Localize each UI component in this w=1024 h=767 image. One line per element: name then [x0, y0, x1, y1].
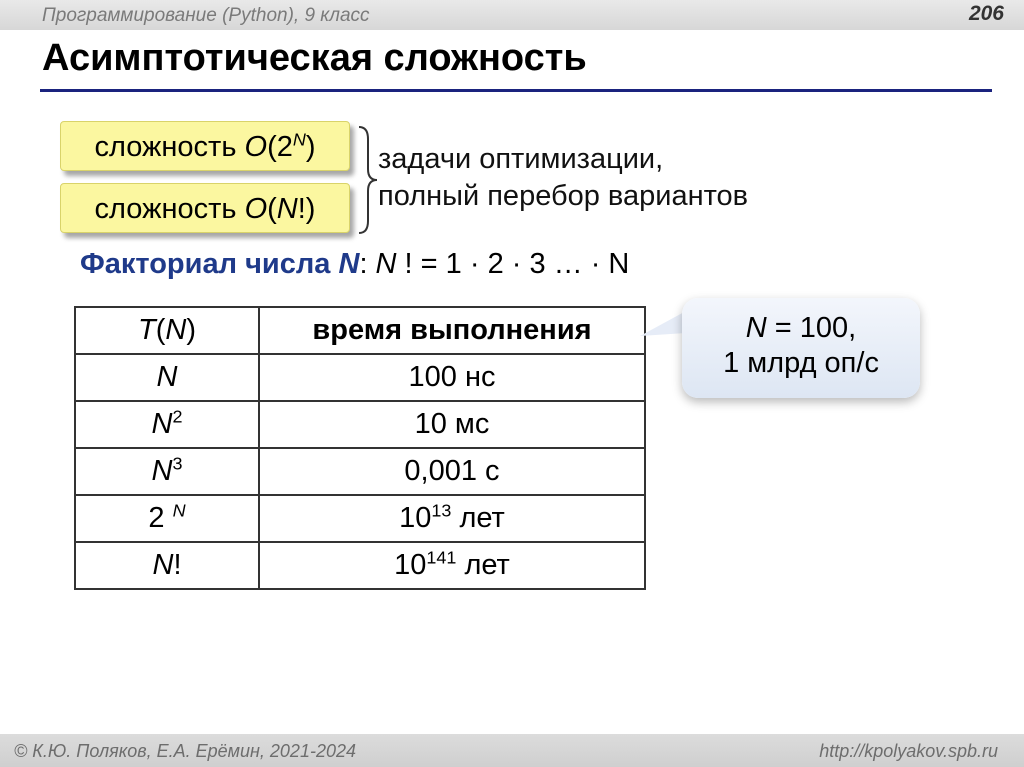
title-underline: [40, 89, 992, 92]
cell-time: 100 нс: [259, 354, 645, 401]
factorial-label-text: Факториал числа: [80, 248, 339, 280]
complexity-box-exponential: [60, 121, 350, 171]
copyright-text: © К.Ю. Поляков, Е.А. Ерёмин, 2021-2024: [14, 741, 356, 761]
big-o: O: [244, 131, 268, 163]
table-header-row: [75, 307, 645, 354]
cell-time: $10^{141}$ лет: [259, 542, 645, 589]
header-bar: [0, 0, 1024, 30]
cell-function: N: [75, 354, 259, 401]
box-prefix: сложность: [94, 193, 245, 225]
factorial-close: !): [297, 193, 316, 225]
slide-title: Асимптотическая сложность: [42, 37, 587, 79]
callout-pointer-icon: [640, 303, 688, 343]
header-time: время выполнения: [259, 307, 645, 354]
variable-n: N: [276, 193, 298, 225]
cell-function: $N^2$: [75, 401, 259, 448]
base: 2: [276, 131, 293, 163]
callout-note: [682, 298, 920, 398]
big-o: O: [244, 193, 268, 225]
cell-function: $N^3$: [75, 448, 259, 495]
factorial-colon: :: [359, 248, 368, 280]
cell-time: 10 мс: [259, 401, 645, 448]
table-row: [75, 448, 645, 495]
complexity-box-factorial: [60, 183, 350, 233]
table-row: [75, 354, 645, 401]
cell-time: $10^{13}$ лет: [259, 495, 645, 542]
callout-line-1: N = 100,: [745, 312, 857, 344]
paren-open: (: [267, 131, 277, 163]
table-row: [75, 401, 645, 448]
factorial-var: N: [338, 248, 360, 280]
site-url: http://kpolyakov.spb.ru: [819, 741, 998, 761]
complexity-table: [74, 306, 646, 590]
note-line-2: полный перебор вариантов: [378, 180, 749, 212]
callout-line-2: 1 млрд оп/с: [723, 347, 879, 379]
course-label: Программирование (Python), 9 класс: [42, 5, 370, 26]
paren-open: (: [267, 193, 277, 225]
factorial-definition: [80, 248, 629, 281]
footer-bar: [0, 734, 1024, 767]
note-text: [378, 141, 748, 215]
box-prefix: сложность: [94, 131, 245, 163]
page-number: 206: [968, 2, 1004, 25]
factorial-formula: ! = 1 · 2 · 3 … · N: [396, 248, 630, 280]
cell-function: N!: [75, 542, 259, 589]
formula-var: N: [367, 248, 397, 280]
cell-function: 2 $^N$: [75, 495, 259, 542]
header-complexity: T(N): [75, 307, 259, 354]
factorial-label: [80, 248, 359, 280]
exponent: N: [292, 129, 306, 150]
table-row: [75, 542, 645, 589]
curly-brace-icon: [356, 125, 380, 235]
cell-time: 0,001 с: [259, 448, 645, 495]
table-row: [75, 495, 645, 542]
paren-close: ): [305, 131, 316, 163]
note-line-1: задачи оптимизации,: [378, 143, 664, 175]
